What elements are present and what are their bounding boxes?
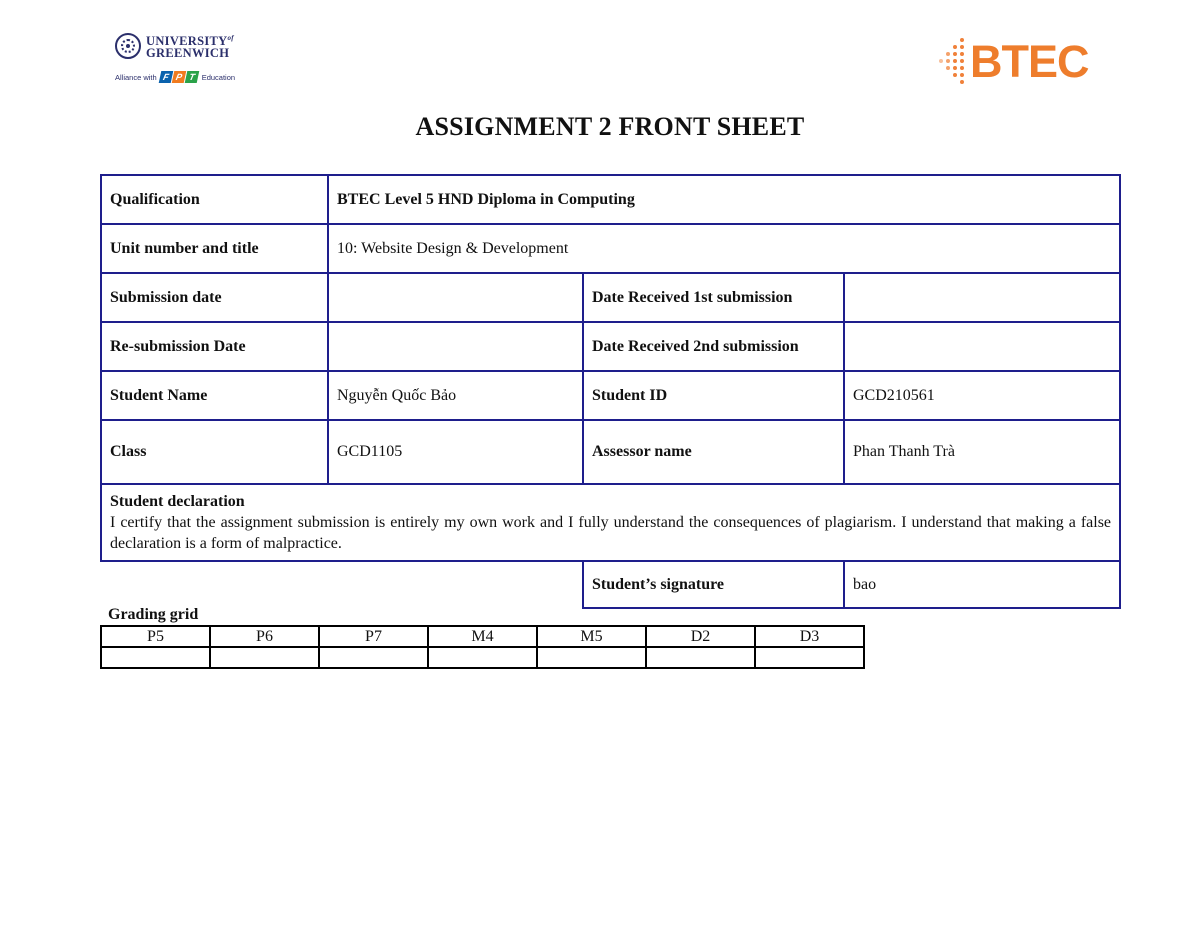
grade-value-m5 <box>537 647 646 668</box>
student-id-label: Student ID <box>583 371 844 420</box>
signature-spacer <box>101 561 328 608</box>
submission-date-label: Submission date <box>101 273 328 322</box>
grading-header-row <box>101 626 864 647</box>
submission-date-value <box>328 273 583 322</box>
unit-label: Unit number and title <box>101 224 328 273</box>
signature-value: bao <box>844 561 1120 608</box>
university-name-line1: UNIVERSITY <box>146 34 228 49</box>
date-received-2-value <box>844 322 1120 371</box>
fpt-letter-t: T <box>184 71 199 83</box>
qualification-label: Qualification <box>101 175 328 224</box>
qualification-row <box>101 175 1120 224</box>
grade-header-d2: D2 <box>646 626 755 647</box>
grade-header-m5: M5 <box>537 626 646 647</box>
alliance-suffix: Education <box>201 72 236 82</box>
class-row <box>101 420 1120 484</box>
signature-spacer-2 <box>328 561 583 608</box>
unit-row <box>101 224 1120 273</box>
alliance-prefix: Alliance with <box>115 72 157 82</box>
qualification-value: BTEC Level 5 HND Diploma in Computing <box>328 175 1120 224</box>
student-name-value: Nguyễn Quốc Bảo <box>328 371 583 420</box>
btec-dots-icon <box>936 36 970 88</box>
date-received-1-label: Date Received 1st submission <box>583 273 844 322</box>
university-name-of: of <box>227 34 234 42</box>
signature-row <box>101 561 1120 608</box>
declaration-cell <box>101 484 1120 561</box>
university-seal-icon <box>115 33 141 59</box>
signature-label: Student’s signature <box>583 561 844 608</box>
fpt-letter-f: F <box>158 71 173 83</box>
assessor-value: Phan Thanh Trà <box>844 420 1120 484</box>
university-name-line2: GREENWICH <box>146 46 230 61</box>
declaration-text: I certify that the assignment submission is entirely my own work and I fully understand the consequences of plagiarism. I understand that making a false declaration is a form of malpractice. <box>110 513 1112 552</box>
grading-grid <box>100 625 865 669</box>
fpt-logo <box>160 71 199 83</box>
grade-value-p6 <box>210 647 319 668</box>
student-id-value: GCD210561 <box>844 371 1120 420</box>
grade-value-d2 <box>646 647 755 668</box>
btec-logo <box>936 36 1126 88</box>
resubmission-row <box>101 322 1120 371</box>
grade-header-m4: M4 <box>428 626 537 647</box>
declaration-heading: Student declaration <box>110 492 245 510</box>
front-sheet-table <box>100 174 1121 609</box>
fpt-alliance <box>115 71 255 83</box>
grade-header-p6: P6 <box>210 626 319 647</box>
grade-value-m4 <box>428 647 537 668</box>
student-row <box>101 371 1120 420</box>
date-received-1-value <box>844 273 1120 322</box>
assessor-label: Assessor name <box>583 420 844 484</box>
university-of-greenwich-logo <box>115 32 255 94</box>
class-value: GCD1105 <box>328 420 583 484</box>
student-name-label: Student Name <box>101 371 328 420</box>
class-label: Class <box>101 420 328 484</box>
unit-value: 10: Website Design & Development <box>328 224 1120 273</box>
page-title: ASSIGNMENT 2 FRONT SHEET <box>415 112 805 141</box>
resubmission-date-value <box>328 322 583 371</box>
grade-value-p5 <box>101 647 210 668</box>
grade-header-p7: P7 <box>319 626 428 647</box>
date-received-2-label: Date Received 2nd submission <box>583 322 844 371</box>
grading-value-row <box>101 647 864 668</box>
grade-value-p7 <box>319 647 428 668</box>
submission-row <box>101 273 1120 322</box>
declaration-row <box>101 484 1120 561</box>
fpt-letter-p: P <box>171 71 186 83</box>
grade-header-p5: P5 <box>101 626 210 647</box>
grade-value-d3 <box>755 647 864 668</box>
grading-grid-title: Grading grid <box>108 606 199 623</box>
btec-wordmark: BTEC <box>970 36 1089 87</box>
grade-header-d3: D3 <box>755 626 864 647</box>
resubmission-date-label: Re-submission Date <box>101 322 328 371</box>
